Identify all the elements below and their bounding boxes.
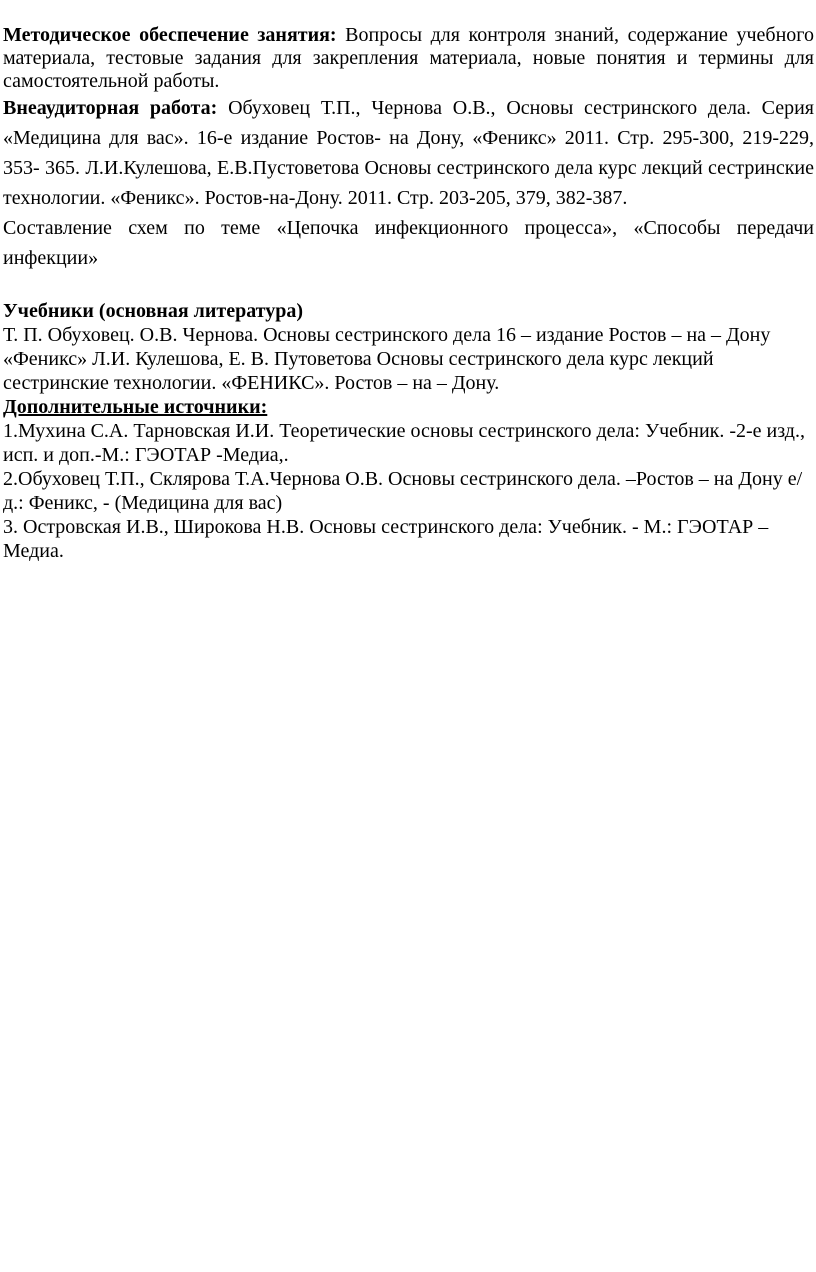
section-spacer (3, 273, 814, 299)
additional-source-item-1: 1.Мухина С.А. Тарновская И.И. Теоретические основы сестринского дела: Учебник. -2-е изд., исп. и доп.-М.: ГЭОТАР -Медиа,. (3, 420, 805, 466)
additional-sources-heading: Дополнительные источники: (3, 396, 268, 418)
extracurricular-paragraph (3, 93, 814, 273)
methodical-support-paragraph (3, 24, 814, 93)
schemes-task-text: Составление схем по теме «Цепочка инфекционного процесса», «Способы передачи инфекции» (3, 217, 814, 269)
textbooks-heading: Учебники (основная литература) (3, 300, 304, 322)
methodical-support-text: Вопросы для контроля знаний, содержание учебного материала, тестовые задания для закрепления материала, новые понятия и термины для самостоятельной работы. (3, 24, 814, 92)
extracurricular-label: Внеаудиторная работа: (3, 97, 218, 119)
textbooks-text: Т. П. Обуховец. О.В. Чернова. Основы сестринского дела 16 – издание Ростов – на – Дону «Феникс» Л.И. Кулешова, Е. В. Путоветова Основы сестринского дела курс лекций сестринские технологии. «ФЕНИКС». Ростов – на – Дону. (3, 324, 771, 394)
additional-source-item-2: 2.Обуховец Т.П., Склярова Т.А.Чернова О.В. Основы сестринского дела. –Ростов – на Дону е/д.: Феникс, - (Медицина для вас) (3, 468, 803, 514)
document-page (3, 24, 814, 563)
methodical-support-label: Методическое обеспечение занятия: (3, 24, 337, 46)
extracurricular-text: Обуховец Т.П., Чернова О.В., Основы сестринского дела. Серия «Медицина для вас». 16-е издание Ростов- на Дону, «Феникс» 2011. Стр. 295-300, 219-229, 353- 365. Л.И.Кулешова, Е.В.Пустоветова Основы сестринского дела курс лекций сестринские технологии. «Феникс». Ростов-на-Дону. 2011. Стр. 203-205, 379, 382-387. (3, 97, 814, 209)
additional-source-item-3: 3. Островская И.В., Широкова Н.В. Основы сестринского дела: Учебник. - М.: ГЭОТАР – Медиа. (3, 516, 769, 562)
